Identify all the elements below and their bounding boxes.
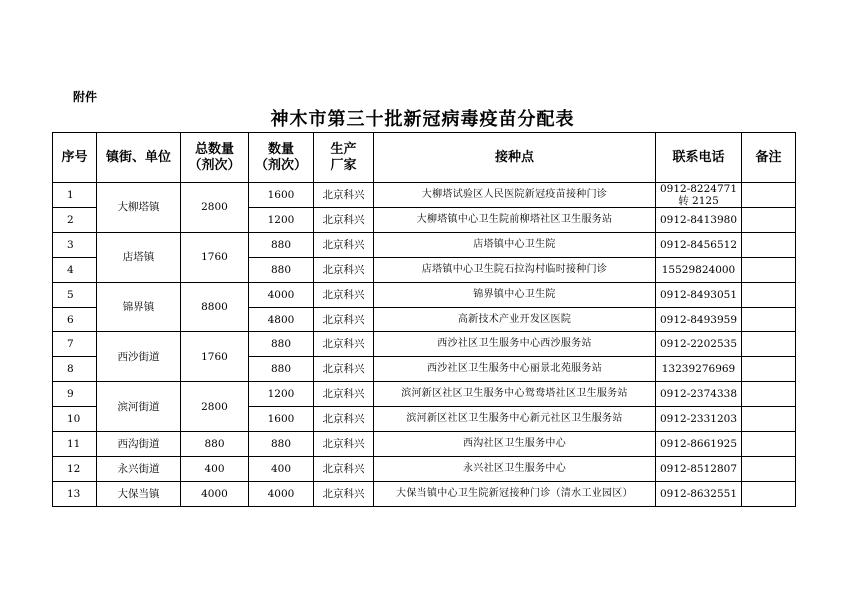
cell-town: 滨河街道 — [97, 382, 181, 432]
phone-number: 0912-8632551 — [659, 487, 738, 500]
table-row — [53, 456, 796, 481]
cell-town: 店塔镇 — [97, 232, 181, 282]
header-maker — [314, 133, 374, 183]
header-total — [181, 133, 249, 183]
cell-qty: 4000 — [249, 481, 314, 506]
cell-site: 店塔镇中心卫生院石拉沟村临时接种门诊 — [374, 257, 656, 282]
phone-number: 0912-8224771 — [659, 183, 738, 195]
cell-town: 大保当镇 — [97, 481, 181, 506]
cell-note — [742, 307, 796, 332]
header-row — [53, 133, 796, 183]
header-qty-line1: 数量 — [267, 141, 294, 157]
cell-seq: 7 — [53, 332, 97, 357]
cell-phone — [656, 183, 742, 208]
phone-number: 0912-8456512 — [659, 238, 738, 251]
table-row — [53, 382, 796, 407]
phone-number: 0912-8493959 — [659, 313, 738, 326]
table-row — [53, 332, 796, 357]
phone-extension: 转 2125 — [678, 195, 719, 207]
cell-qty: 880 — [249, 232, 314, 257]
cell-qty: 4800 — [249, 307, 314, 332]
phone-number: 0912-8493051 — [659, 288, 738, 301]
cell-phone — [656, 307, 742, 332]
cell-town: 西沙街道 — [97, 332, 181, 382]
cell-note — [742, 183, 796, 208]
cell-total: 1760 — [181, 232, 249, 282]
cell-qty: 1200 — [249, 208, 314, 233]
cell-qty: 880 — [249, 332, 314, 357]
vaccine-allocation-table — [52, 132, 796, 507]
cell-seq: 9 — [53, 382, 97, 407]
phone-number: 0912-8512807 — [659, 462, 738, 475]
phone-number: 0912-8413980 — [659, 213, 738, 226]
cell-site: 大柳塔试验区人民医院新冠疫苗接种门诊 — [374, 183, 656, 208]
cell-site: 店塔镇中心卫生院 — [374, 232, 656, 257]
phone-number: 13239276969 — [661, 363, 736, 376]
cell-qty: 1600 — [249, 407, 314, 432]
cell-note — [742, 208, 796, 233]
table-row — [53, 232, 796, 257]
cell-town: 锦界镇 — [97, 282, 181, 332]
cell-maker: 北京科兴 — [314, 232, 374, 257]
table-row — [53, 282, 796, 307]
cell-seq: 3 — [53, 232, 97, 257]
cell-total: 880 — [181, 432, 249, 457]
cell-site: 高新技术产业开发区医院 — [374, 307, 656, 332]
cell-phone — [656, 432, 742, 457]
phone-number: 0912-2374338 — [659, 388, 738, 401]
cell-maker: 北京科兴 — [314, 183, 374, 208]
cell-maker: 北京科兴 — [314, 357, 374, 382]
cell-site: 大保当镇中心卫生院新冠接种门诊（清水工业园区） — [374, 481, 656, 506]
cell-seq: 12 — [53, 456, 97, 481]
cell-qty: 880 — [249, 257, 314, 282]
cell-seq: 10 — [53, 407, 97, 432]
phone-number: 0912-8661925 — [659, 437, 738, 450]
cell-qty: 400 — [249, 456, 314, 481]
cell-qty: 1200 — [249, 382, 314, 407]
cell-site: 西沟社区卫生服务中心 — [374, 432, 656, 457]
cell-seq: 13 — [53, 481, 97, 506]
cell-town: 永兴街道 — [97, 456, 181, 481]
document-title: 神木市第三十批新冠病毒疫苗分配表 — [270, 109, 575, 130]
cell-note — [742, 456, 796, 481]
header-maker-line1: 生产 — [330, 141, 357, 157]
table-row — [53, 481, 796, 506]
cell-town: 大柳塔镇 — [97, 183, 181, 233]
cell-note — [742, 257, 796, 282]
cell-maker: 北京科兴 — [314, 382, 374, 407]
cell-note — [742, 232, 796, 257]
header-note: 备注 — [742, 133, 796, 183]
cell-site: 锦界镇中心卫生院 — [374, 282, 656, 307]
phone-number: 15529824000 — [661, 263, 736, 276]
phone-number: 0912-2331203 — [659, 413, 738, 426]
cell-maker: 北京科兴 — [314, 456, 374, 481]
cell-total: 8800 — [181, 282, 249, 332]
cell-seq: 2 — [53, 208, 97, 233]
attachment-label: 附件 — [73, 90, 98, 104]
cell-note — [742, 407, 796, 432]
cell-maker: 北京科兴 — [314, 282, 374, 307]
header-phone: 联系电话 — [656, 133, 742, 183]
cell-qty: 4000 — [249, 282, 314, 307]
header-maker-line2: 厂家 — [330, 157, 357, 173]
cell-note — [742, 432, 796, 457]
cell-qty: 1600 — [249, 183, 314, 208]
cell-seq: 5 — [53, 282, 97, 307]
header-total-line1: 总数量 — [194, 141, 234, 157]
cell-total: 2800 — [181, 382, 249, 432]
cell-site: 西沙社区卫生服务中心丽景北苑服务站 — [374, 357, 656, 382]
cell-seq: 6 — [53, 307, 97, 332]
cell-total: 4000 — [181, 481, 249, 506]
cell-site: 滨河新区社区卫生服务中心鸳鸯塔社区卫生服务站 — [374, 382, 656, 407]
table-row — [53, 432, 796, 457]
cell-qty: 880 — [249, 357, 314, 382]
cell-phone — [656, 282, 742, 307]
phone-number: 0912-2202535 — [659, 338, 738, 351]
cell-seq: 4 — [53, 257, 97, 282]
cell-maker: 北京科兴 — [314, 208, 374, 233]
cell-maker: 北京科兴 — [314, 332, 374, 357]
cell-town: 西沟街道 — [97, 432, 181, 457]
header-qty — [249, 133, 314, 183]
cell-phone — [656, 382, 742, 407]
cell-phone — [656, 232, 742, 257]
table-row — [53, 183, 796, 208]
cell-phone — [656, 456, 742, 481]
cell-note — [742, 481, 796, 506]
cell-note — [742, 382, 796, 407]
cell-maker: 北京科兴 — [314, 407, 374, 432]
header-seq: 序号 — [53, 133, 97, 183]
cell-seq: 8 — [53, 357, 97, 382]
cell-seq: 1 — [53, 183, 97, 208]
cell-note — [742, 357, 796, 382]
cell-site: 西沙社区卫生服务中心西沙服务站 — [374, 332, 656, 357]
table-body — [53, 183, 796, 507]
cell-maker: 北京科兴 — [314, 257, 374, 282]
cell-phone — [656, 357, 742, 382]
cell-maker: 北京科兴 — [314, 481, 374, 506]
cell-maker: 北京科兴 — [314, 307, 374, 332]
header-site: 接种点 — [374, 133, 656, 183]
cell-seq: 11 — [53, 432, 97, 457]
header-qty-line2: （剂次） — [254, 157, 307, 173]
cell-site: 大柳塔镇中心卫生院前柳塔社区卫生服务站 — [374, 208, 656, 233]
cell-total: 1760 — [181, 332, 249, 382]
cell-phone — [656, 407, 742, 432]
cell-maker: 北京科兴 — [314, 432, 374, 457]
cell-note — [742, 332, 796, 357]
cell-phone — [656, 332, 742, 357]
cell-phone — [656, 257, 742, 282]
cell-total: 2800 — [181, 183, 249, 233]
cell-total: 400 — [181, 456, 249, 481]
cell-phone — [656, 208, 742, 233]
cell-qty: 880 — [249, 432, 314, 457]
cell-phone — [656, 481, 742, 506]
cell-site: 永兴社区卫生服务中心 — [374, 456, 656, 481]
cell-site: 滨河新区社区卫生服务中心新元社区卫生服务站 — [374, 407, 656, 432]
header-town: 镇街、单位 — [97, 133, 181, 183]
cell-note — [742, 282, 796, 307]
header-total-line2: （剂次） — [188, 157, 241, 173]
